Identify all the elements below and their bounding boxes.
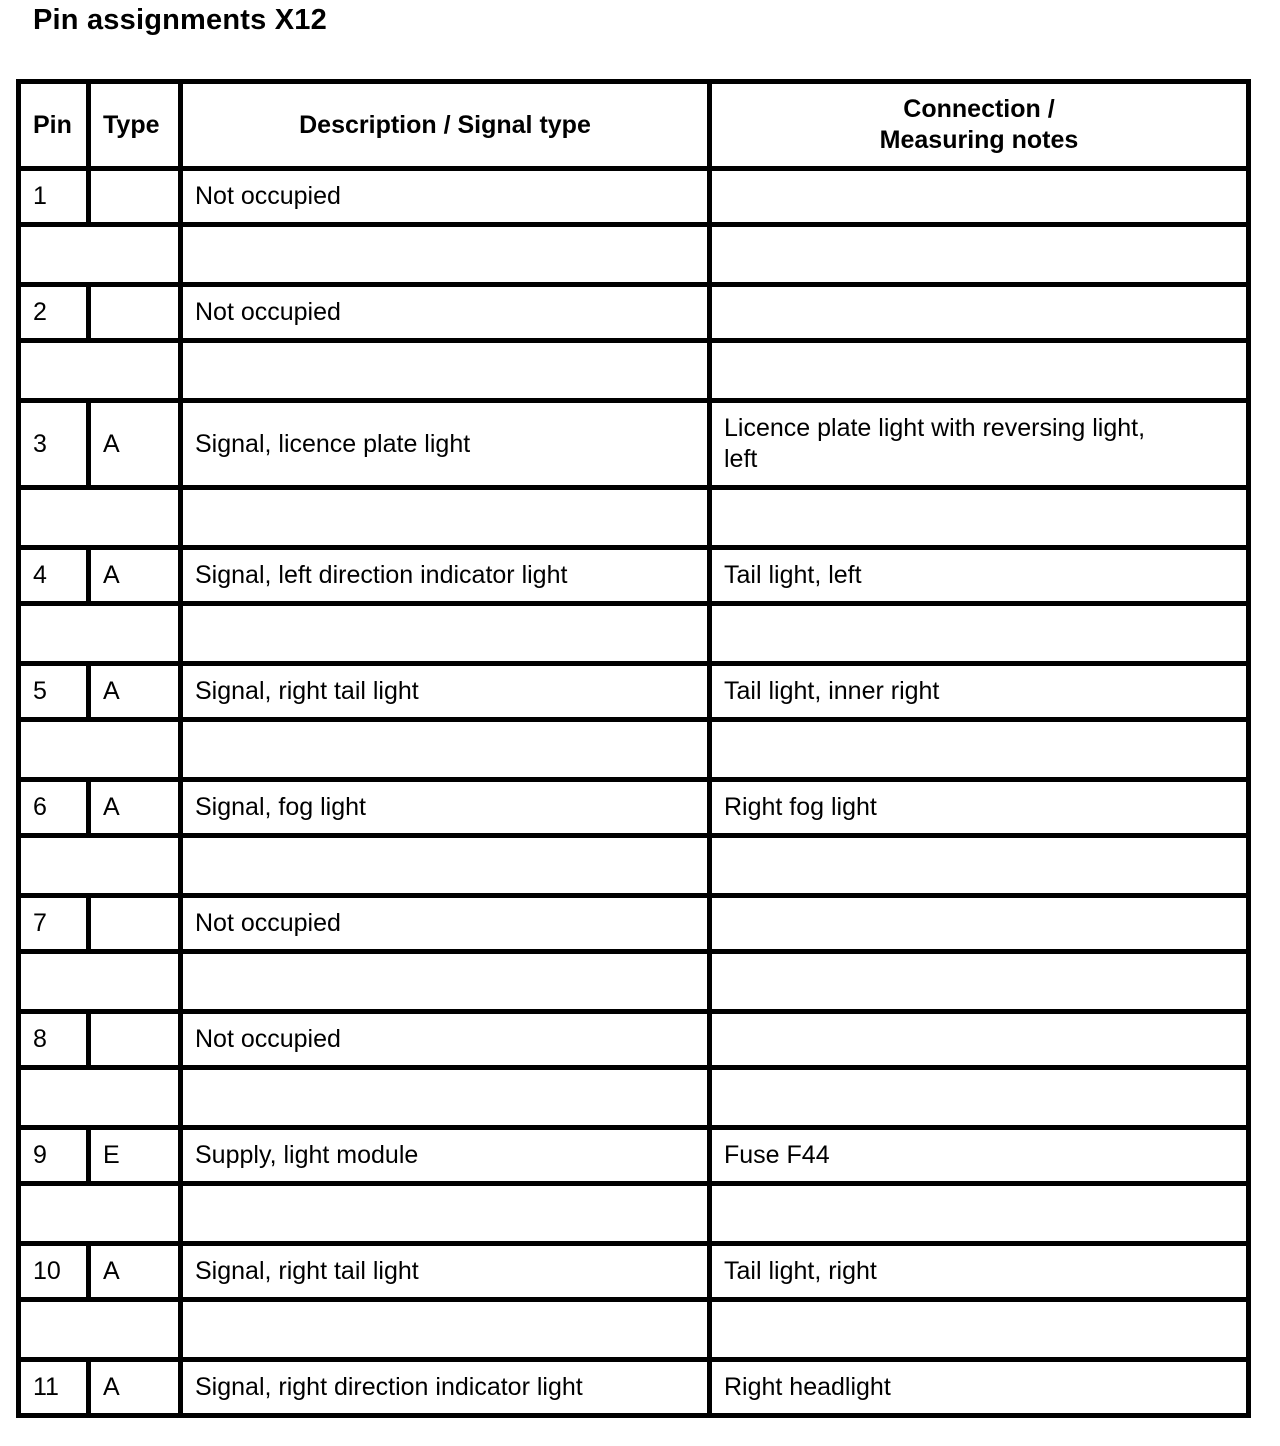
type-cell: A: [89, 1360, 181, 1416]
spacer-cell: [181, 341, 710, 401]
spacer-cell: [19, 836, 181, 896]
type-cell: A: [89, 664, 181, 720]
pin-cell: 5: [19, 664, 89, 720]
spacer-cell: [181, 488, 710, 548]
pin-cell: 8: [19, 1012, 89, 1068]
pin-cell: 3: [19, 401, 89, 488]
table-row: [19, 401, 1249, 488]
spacer-cell: [181, 225, 710, 285]
spacer-cell: [710, 604, 1249, 664]
header-connection-line2: Measuring notes: [879, 126, 1079, 154]
spacer-cell: [19, 720, 181, 780]
table-row: [19, 664, 1249, 720]
type-cell: A: [89, 401, 181, 488]
description-cell: Signal, right tail light: [181, 1244, 710, 1300]
connection-line1: Licence plate light with reversing light,: [724, 414, 1146, 442]
spacer-cell: [19, 1184, 181, 1244]
description-cell: Not occupied: [181, 169, 710, 225]
spacer-cell: [710, 341, 1249, 401]
connection-cell: [710, 896, 1249, 952]
spacer-row: [19, 488, 1249, 548]
spacer-row: [19, 836, 1249, 896]
spacer-cell: [710, 225, 1249, 285]
table-row: [19, 1128, 1249, 1184]
pin-cell: 2: [19, 285, 89, 341]
type-cell: A: [89, 780, 181, 836]
spacer-row: [19, 1068, 1249, 1128]
pin-cell: 10: [19, 1244, 89, 1300]
header-pin: Pin: [19, 82, 89, 169]
pin-cell: 4: [19, 548, 89, 604]
connection-cell: [710, 285, 1249, 341]
header-row: [19, 82, 1249, 169]
description-cell: Not occupied: [181, 285, 710, 341]
connection-cell: Right headlight: [710, 1360, 1249, 1416]
spacer-cell: [19, 952, 181, 1012]
table-row: [19, 1012, 1249, 1068]
spacer-cell: [181, 604, 710, 664]
connection-cell: [710, 1012, 1249, 1068]
header-type: Type: [89, 82, 181, 169]
type-cell: A: [89, 548, 181, 604]
connection-cell: Right fog light: [710, 780, 1249, 836]
connection-cell: Fuse F44: [710, 1128, 1249, 1184]
description-cell: Signal, left direction indicator light: [181, 548, 710, 604]
pin-cell: 1: [19, 169, 89, 225]
table-row: [19, 780, 1249, 836]
spacer-cell: [19, 341, 181, 401]
description-cell: Signal, right tail light: [181, 664, 710, 720]
spacer-cell: [19, 225, 181, 285]
spacer-row: [19, 1300, 1249, 1360]
table-row: [19, 285, 1249, 341]
header-description: Description / Signal type: [181, 82, 710, 169]
connection-cell: Tail light, right: [710, 1244, 1249, 1300]
spacer-cell: [710, 488, 1249, 548]
spacer-cell: [710, 952, 1249, 1012]
spacer-cell: [181, 1068, 710, 1128]
header-connection: [710, 82, 1249, 169]
description-cell: Signal, fog light: [181, 780, 710, 836]
spacer-cell: [181, 836, 710, 896]
header-connection-line1: Connection /: [903, 95, 1055, 123]
description-cell: Signal, right direction indicator light: [181, 1360, 710, 1416]
spacer-cell: [19, 604, 181, 664]
spacer-cell: [710, 1184, 1249, 1244]
page-title: Pin assignments X12: [33, 4, 327, 36]
spacer-row: [19, 952, 1249, 1012]
table-row: [19, 548, 1249, 604]
table-row: [19, 896, 1249, 952]
spacer-cell: [710, 836, 1249, 896]
description-cell: Not occupied: [181, 896, 710, 952]
type-cell: [89, 169, 181, 225]
table-row: [19, 1244, 1249, 1300]
spacer-cell: [19, 1300, 181, 1360]
type-cell: [89, 896, 181, 952]
pin-cell: 6: [19, 780, 89, 836]
spacer-cell: [710, 1300, 1249, 1360]
spacer-cell: [19, 1068, 181, 1128]
pin-cell: 11: [19, 1360, 89, 1416]
type-cell: A: [89, 1244, 181, 1300]
description-cell: Not occupied: [181, 1012, 710, 1068]
connection-cell: Tail light, inner right: [710, 664, 1249, 720]
spacer-cell: [181, 1300, 710, 1360]
description-cell: Supply, light module: [181, 1128, 710, 1184]
spacer-cell: [710, 720, 1249, 780]
description-cell: Signal, licence plate light: [181, 401, 710, 488]
type-cell: [89, 1012, 181, 1068]
connection-cell: [710, 401, 1249, 488]
connection-cell: Tail light, left: [710, 548, 1249, 604]
type-cell: E: [89, 1128, 181, 1184]
type-cell: [89, 285, 181, 341]
spacer-cell: [181, 952, 710, 1012]
table-row: [19, 169, 1249, 225]
spacer-row: [19, 341, 1249, 401]
spacer-cell: [181, 720, 710, 780]
spacer-row: [19, 1184, 1249, 1244]
spacer-row: [19, 604, 1249, 664]
pin-cell: 9: [19, 1128, 89, 1184]
spacer-row: [19, 720, 1249, 780]
spacer-row: [19, 225, 1249, 285]
spacer-cell: [181, 1184, 710, 1244]
pin-assignment-table: [16, 79, 1251, 1418]
connection-cell: [710, 169, 1249, 225]
spacer-cell: [19, 488, 181, 548]
spacer-cell: [710, 1068, 1249, 1128]
connection-line2: left: [724, 445, 758, 473]
pin-cell: 7: [19, 896, 89, 952]
table-row: [19, 1360, 1249, 1416]
